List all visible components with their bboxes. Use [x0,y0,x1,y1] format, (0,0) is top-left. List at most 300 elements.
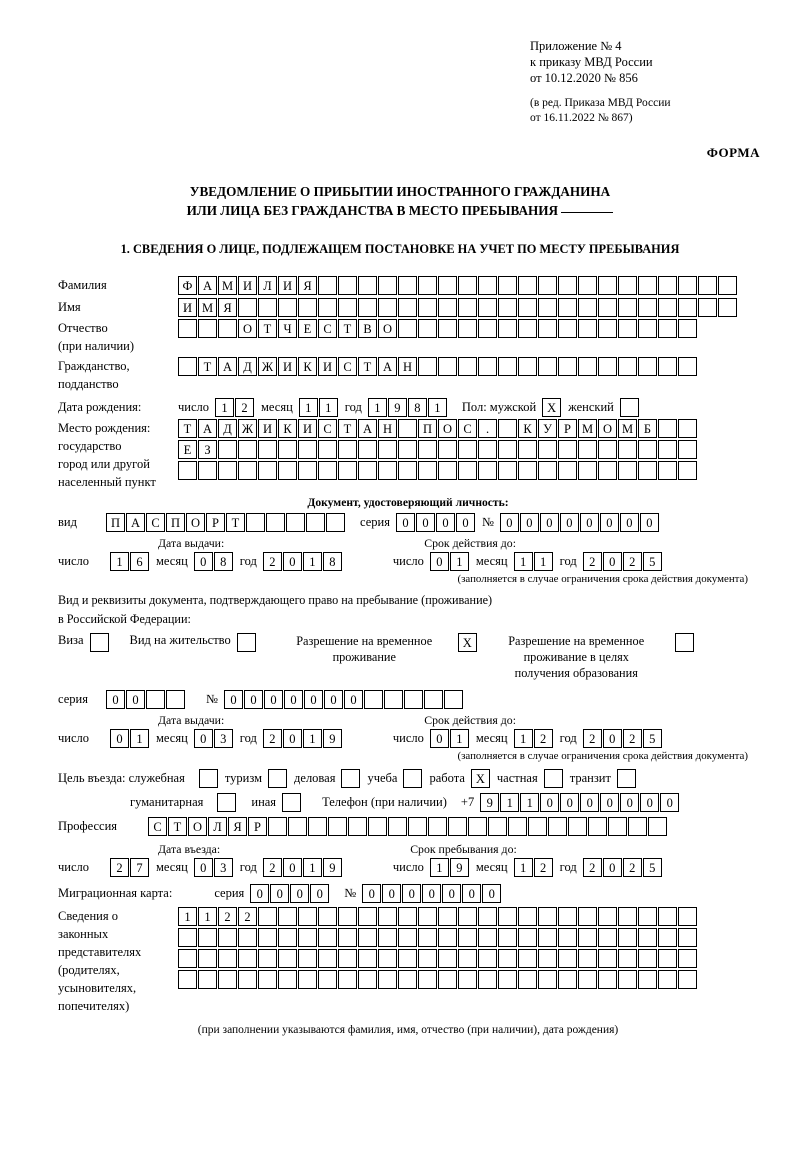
char-cell[interactable]: 1 [110,552,129,571]
char-cell[interactable]: 5 [643,552,662,571]
char-cell[interactable] [266,513,285,532]
char-cell[interactable] [398,419,417,438]
char-cell[interactable] [368,817,387,836]
char-cell[interactable]: 1 [178,907,197,926]
purpose-business-checkbox[interactable] [341,769,361,788]
char-cell[interactable] [438,928,457,947]
char-cell[interactable] [678,461,697,480]
char-cell[interactable]: П [106,513,125,532]
char-cell[interactable] [428,817,447,836]
char-cell[interactable] [598,298,617,317]
char-cell[interactable]: В [358,319,377,338]
char-cell[interactable] [478,949,497,968]
char-cell[interactable]: К [278,419,297,438]
char-cell[interactable] [217,793,236,812]
char-cell[interactable] [678,319,697,338]
char-cell[interactable] [598,461,617,480]
char-cell[interactable] [178,970,197,989]
char-cell[interactable]: С [148,817,167,836]
char-cell[interactable]: 2 [534,729,553,748]
char-cell[interactable]: 1 [368,398,387,417]
char-cell[interactable] [638,298,657,317]
char-cell[interactable] [178,319,197,338]
char-cell[interactable] [318,928,337,947]
char-cell[interactable]: 9 [323,729,342,748]
char-cell[interactable] [418,319,437,338]
char-cell[interactable]: 0 [283,552,302,571]
char-cell[interactable] [178,357,197,376]
char-cell[interactable] [341,769,360,788]
char-cell[interactable]: 1 [303,552,322,571]
char-cell[interactable] [478,907,497,926]
char-cell[interactable] [558,970,577,989]
char-cell[interactable] [408,817,427,836]
stay-day-input[interactable] [430,858,470,877]
char-cell[interactable] [558,928,577,947]
char-cell[interactable]: А [126,513,145,532]
char-cell[interactable] [518,440,537,459]
char-cell[interactable] [298,461,317,480]
sex-male-checkbox[interactable] [542,398,562,417]
char-cell[interactable] [648,817,667,836]
char-cell[interactable] [298,907,317,926]
char-cell[interactable] [658,907,677,926]
char-cell[interactable] [498,357,517,376]
char-cell[interactable]: 7 [130,858,149,877]
char-cell[interactable] [478,928,497,947]
char-cell[interactable] [246,513,265,532]
char-cell[interactable] [498,419,517,438]
char-cell[interactable] [658,949,677,968]
char-cell[interactable]: Я [298,276,317,295]
birthplace-input-row-3[interactable] [178,461,698,480]
char-cell[interactable] [458,319,477,338]
char-cell[interactable]: 0 [540,513,559,532]
char-cell[interactable] [518,298,537,317]
char-cell[interactable]: М [618,419,637,438]
char-cell[interactable] [538,440,557,459]
char-cell[interactable] [448,817,467,836]
char-cell[interactable] [618,276,637,295]
legal-rep-input-row-3[interactable] [178,949,698,968]
char-cell[interactable] [538,357,557,376]
char-cell[interactable] [378,298,397,317]
char-cell[interactable]: И [178,298,197,317]
char-cell[interactable] [358,276,377,295]
char-cell[interactable] [638,907,657,926]
char-cell[interactable] [638,928,657,947]
migration-number-input[interactable] [362,884,502,903]
char-cell[interactable] [544,769,563,788]
char-cell[interactable] [518,461,537,480]
purpose-work-checkbox[interactable] [471,769,491,788]
char-cell[interactable] [218,949,237,968]
doc-issue-day-input[interactable] [110,552,150,571]
char-cell[interactable]: 0 [110,729,129,748]
char-cell[interactable] [358,461,377,480]
char-cell[interactable]: 0 [416,513,435,532]
char-cell[interactable]: И [258,419,277,438]
char-cell[interactable] [278,461,297,480]
char-cell[interactable] [288,817,307,836]
char-cell[interactable]: 0 [620,513,639,532]
char-cell[interactable] [198,928,217,947]
char-cell[interactable]: 2 [263,858,282,877]
char-cell[interactable] [678,276,697,295]
char-cell[interactable] [146,690,165,709]
char-cell[interactable] [278,949,297,968]
char-cell[interactable] [90,633,109,652]
char-cell[interactable]: И [238,276,257,295]
doc-valid-year-input[interactable] [583,552,663,571]
char-cell[interactable]: 0 [194,552,213,571]
char-cell[interactable] [238,461,257,480]
char-cell[interactable] [306,513,325,532]
char-cell[interactable]: 0 [600,793,619,812]
char-cell[interactable] [578,298,597,317]
char-cell[interactable]: 0 [396,513,415,532]
char-cell[interactable] [617,769,636,788]
char-cell[interactable]: 8 [408,398,427,417]
char-cell[interactable] [338,970,357,989]
char-cell[interactable] [638,440,657,459]
char-cell[interactable] [388,817,407,836]
char-cell[interactable]: 0 [640,793,659,812]
char-cell[interactable] [338,298,357,317]
birthplace-input-row-2[interactable] [178,440,698,459]
char-cell[interactable]: 0 [422,884,441,903]
char-cell[interactable] [398,970,417,989]
char-cell[interactable]: Т [338,419,357,438]
char-cell[interactable] [498,319,517,338]
char-cell[interactable]: О [438,419,457,438]
char-cell[interactable] [358,907,377,926]
char-cell[interactable]: И [278,357,297,376]
char-cell[interactable] [404,690,423,709]
char-cell[interactable]: Т [178,419,197,438]
char-cell[interactable]: 0 [290,884,309,903]
char-cell[interactable] [268,769,287,788]
char-cell[interactable] [618,928,637,947]
permit-issue-month-input[interactable] [194,729,234,748]
char-cell[interactable] [318,276,337,295]
permit-series-input[interactable] [106,690,186,709]
char-cell[interactable]: И [318,357,337,376]
char-cell[interactable]: 0 [580,793,599,812]
char-cell[interactable]: . [478,419,497,438]
char-cell[interactable] [278,440,297,459]
char-cell[interactable]: X [542,398,561,417]
char-cell[interactable] [378,276,397,295]
char-cell[interactable] [318,949,337,968]
char-cell[interactable]: X [471,769,490,788]
char-cell[interactable]: 2 [534,858,553,877]
char-cell[interactable]: Т [338,319,357,338]
char-cell[interactable]: 2 [218,907,237,926]
char-cell[interactable] [598,970,617,989]
char-cell[interactable] [318,461,337,480]
char-cell[interactable] [418,970,437,989]
char-cell[interactable]: Т [258,319,277,338]
char-cell[interactable] [268,817,287,836]
char-cell[interactable] [658,461,677,480]
char-cell[interactable] [238,440,257,459]
char-cell[interactable] [258,970,277,989]
char-cell[interactable] [418,357,437,376]
char-cell[interactable] [458,357,477,376]
char-cell[interactable] [588,817,607,836]
char-cell[interactable] [518,928,537,947]
char-cell[interactable] [578,440,597,459]
char-cell[interactable]: О [238,319,257,338]
char-cell[interactable]: О [186,513,205,532]
char-cell[interactable] [608,817,627,836]
char-cell[interactable] [658,419,677,438]
citizenship-input[interactable] [178,357,698,376]
char-cell[interactable] [578,319,597,338]
char-cell[interactable] [318,907,337,926]
char-cell[interactable] [488,817,507,836]
char-cell[interactable] [718,276,737,295]
sex-female-checkbox[interactable] [620,398,640,417]
char-cell[interactable] [358,928,377,947]
char-cell[interactable]: 0 [382,884,401,903]
char-cell[interactable]: 1 [514,858,533,877]
char-cell[interactable] [538,298,557,317]
char-cell[interactable] [166,690,185,709]
char-cell[interactable] [258,928,277,947]
char-cell[interactable] [418,461,437,480]
char-cell[interactable] [598,357,617,376]
char-cell[interactable]: 2 [623,552,642,571]
char-cell[interactable] [384,690,403,709]
char-cell[interactable]: 0 [462,884,481,903]
char-cell[interactable] [678,419,697,438]
char-cell[interactable]: 0 [194,729,213,748]
char-cell[interactable] [398,907,417,926]
char-cell[interactable] [518,357,537,376]
temp-residence-checkbox[interactable] [458,633,478,652]
char-cell[interactable] [218,319,237,338]
char-cell[interactable] [278,907,297,926]
char-cell[interactable]: М [218,276,237,295]
char-cell[interactable] [238,970,257,989]
char-cell[interactable] [398,276,417,295]
doc-issue-year-input[interactable] [263,552,343,571]
char-cell[interactable]: 6 [130,552,149,571]
name-input[interactable] [178,298,738,317]
char-cell[interactable]: 0 [600,513,619,532]
char-cell[interactable] [478,319,497,338]
char-cell[interactable] [438,357,457,376]
char-cell[interactable]: С [458,419,477,438]
char-cell[interactable] [338,928,357,947]
char-cell[interactable] [468,817,487,836]
char-cell[interactable] [578,461,597,480]
char-cell[interactable]: Е [178,440,197,459]
char-cell[interactable]: 0 [310,884,329,903]
char-cell[interactable] [458,276,477,295]
char-cell[interactable]: 0 [603,729,622,748]
char-cell[interactable]: 0 [456,513,475,532]
char-cell[interactable] [199,769,218,788]
char-cell[interactable] [378,970,397,989]
char-cell[interactable]: 0 [560,513,579,532]
char-cell[interactable] [675,633,694,652]
char-cell[interactable] [658,298,677,317]
char-cell[interactable] [258,298,277,317]
char-cell[interactable] [438,319,457,338]
surname-input[interactable] [178,276,738,295]
char-cell[interactable] [598,276,617,295]
char-cell[interactable] [298,949,317,968]
char-cell[interactable]: П [166,513,185,532]
char-cell[interactable] [364,690,383,709]
char-cell[interactable]: 2 [623,729,642,748]
char-cell[interactable]: Ч [278,319,297,338]
residence-permit-checkbox[interactable] [237,633,257,652]
char-cell[interactable] [444,690,463,709]
char-cell[interactable] [538,928,557,947]
char-cell[interactable] [318,440,337,459]
char-cell[interactable] [518,907,537,926]
char-cell[interactable] [498,461,517,480]
char-cell[interactable]: А [198,276,217,295]
char-cell[interactable]: О [378,319,397,338]
char-cell[interactable] [638,461,657,480]
char-cell[interactable]: А [378,357,397,376]
char-cell[interactable] [478,276,497,295]
char-cell[interactable] [198,319,217,338]
char-cell[interactable]: С [338,357,357,376]
char-cell[interactable] [498,970,517,989]
char-cell[interactable] [578,276,597,295]
char-cell[interactable]: 0 [520,513,539,532]
char-cell[interactable]: 0 [603,858,622,877]
migration-series-input[interactable] [250,884,330,903]
char-cell[interactable] [258,949,277,968]
char-cell[interactable] [278,928,297,947]
char-cell[interactable] [398,319,417,338]
char-cell[interactable]: Л [258,276,277,295]
char-cell[interactable] [458,949,477,968]
doc-series-input[interactable] [396,513,476,532]
char-cell[interactable]: С [146,513,165,532]
char-cell[interactable]: 1 [450,729,469,748]
purpose-official-checkbox[interactable] [199,769,219,788]
char-cell[interactable] [538,970,557,989]
char-cell[interactable]: 2 [583,858,602,877]
purpose-private-checkbox[interactable] [544,769,564,788]
char-cell[interactable] [658,319,677,338]
char-cell[interactable]: 1 [514,729,533,748]
char-cell[interactable] [298,970,317,989]
birth-day-input[interactable] [215,398,255,417]
char-cell[interactable] [498,276,517,295]
char-cell[interactable] [458,461,477,480]
char-cell[interactable]: Д [238,357,257,376]
char-cell[interactable] [638,357,657,376]
char-cell[interactable] [618,440,637,459]
char-cell[interactable] [378,949,397,968]
char-cell[interactable] [378,440,397,459]
char-cell[interactable]: Т [198,357,217,376]
char-cell[interactable] [358,970,377,989]
char-cell[interactable]: 2 [110,858,129,877]
char-cell[interactable]: Т [226,513,245,532]
patronymic-input[interactable] [178,319,698,338]
doc-number-input[interactable] [500,513,660,532]
char-cell[interactable] [618,319,637,338]
char-cell[interactable]: 5 [643,858,662,877]
char-cell[interactable] [178,949,197,968]
char-cell[interactable]: 3 [214,858,233,877]
char-cell[interactable]: Т [358,357,377,376]
char-cell[interactable]: 0 [362,884,381,903]
char-cell[interactable]: И [298,419,317,438]
char-cell[interactable]: Н [398,357,417,376]
char-cell[interactable] [618,461,637,480]
char-cell[interactable] [538,907,557,926]
birthplace-input-row-1[interactable] [178,419,698,438]
char-cell[interactable]: Е [298,319,317,338]
char-cell[interactable] [478,461,497,480]
char-cell[interactable] [258,440,277,459]
char-cell[interactable] [478,440,497,459]
char-cell[interactable]: 0 [283,858,302,877]
char-cell[interactable]: 0 [540,793,559,812]
profession-input[interactable] [148,817,668,836]
char-cell[interactable] [238,298,257,317]
char-cell[interactable] [698,298,717,317]
char-cell[interactable] [498,907,517,926]
char-cell[interactable]: 2 [263,552,282,571]
char-cell[interactable] [558,357,577,376]
doc-valid-day-input[interactable] [430,552,470,571]
char-cell[interactable] [638,276,657,295]
char-cell[interactable]: С [318,419,337,438]
char-cell[interactable] [298,440,317,459]
char-cell[interactable] [678,970,697,989]
char-cell[interactable] [558,298,577,317]
char-cell[interactable]: 8 [214,552,233,571]
char-cell[interactable] [218,928,237,947]
char-cell[interactable] [558,276,577,295]
permit-valid-month-input[interactable] [514,729,554,748]
char-cell[interactable] [338,949,357,968]
char-cell[interactable] [418,928,437,947]
char-cell[interactable] [378,928,397,947]
char-cell[interactable]: А [358,419,377,438]
char-cell[interactable]: 2 [238,907,257,926]
char-cell[interactable]: И [278,276,297,295]
char-cell[interactable] [458,970,477,989]
char-cell[interactable] [678,949,697,968]
char-cell[interactable]: 0 [580,513,599,532]
char-cell[interactable] [498,440,517,459]
char-cell[interactable]: 1 [430,858,449,877]
char-cell[interactable]: Р [248,817,267,836]
char-cell[interactable]: 0 [284,690,303,709]
char-cell[interactable]: X [458,633,477,652]
char-cell[interactable] [598,928,617,947]
char-cell[interactable]: 0 [126,690,145,709]
char-cell[interactable]: 9 [323,858,342,877]
permit-number-input[interactable] [224,690,464,709]
char-cell[interactable]: 0 [430,552,449,571]
char-cell[interactable]: 1 [130,729,149,748]
char-cell[interactable]: 1 [215,398,234,417]
